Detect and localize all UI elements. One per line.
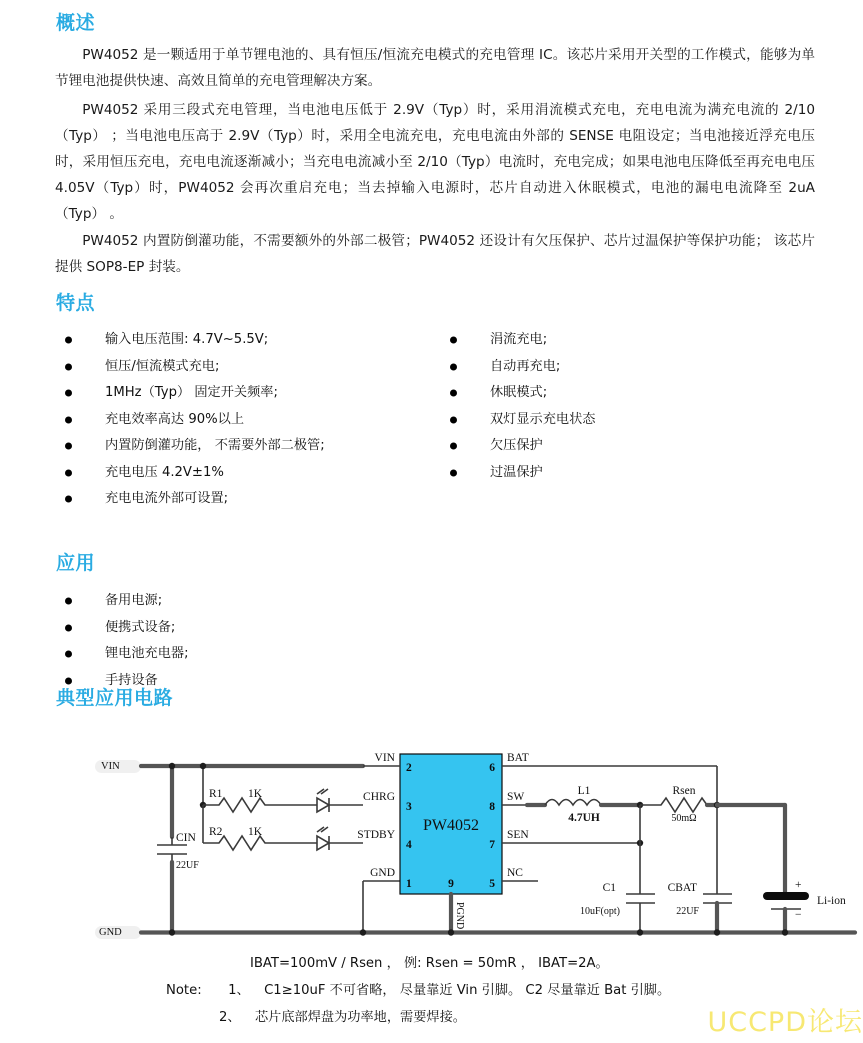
note-2-number: 2、 xyxy=(219,1010,241,1025)
list-item xyxy=(65,433,325,460)
ic-pin-number-2: 2 xyxy=(406,762,412,774)
application-label: 便携式设备; xyxy=(105,619,176,635)
overview-paragraph-2: PW4052 采用三段式充电管理，当电池电压低于 2.9V（Typ）时，采用涓流模式充电，充电电流为满充电流的 2/10（Typ） ；当电池电压高于 2.9V（Typ）时，采用全电流充电，充电电流由外部的 SENSE 电阻设定；当电池接近浮充电压时，采用恒压充电，充电电流逐渐减小；当充电电流减小至 2/10（Typ）电流时，充电完成；如果电池电压降低至再充电电压 4.05V（Typ）时，PW4052 会再次重启充电；当去掉输入电源时，芯片自动进入休眠模式，电池的漏电电流降至 2uA（Typ） 。 xyxy=(55,102,815,222)
r2-ref: R2 xyxy=(209,826,223,838)
ic-pin-name-vin: VIN xyxy=(374,752,395,764)
note-row-1 xyxy=(166,979,670,998)
section-heading-typical-circuit: 典型应用电路 xyxy=(56,688,174,709)
vin-rail-label: VIN xyxy=(101,761,120,772)
r1-ref: R1 xyxy=(209,788,223,800)
ic-pin-name-chrg: CHRG xyxy=(363,791,395,803)
ic-pin-number-5: 5 xyxy=(489,878,495,890)
list-item xyxy=(65,380,325,407)
ic-pin-name-bat: BAT xyxy=(507,752,529,764)
led-stdby-icon xyxy=(300,827,363,850)
ic-package-pw4052 xyxy=(400,754,502,894)
cbat-value: 22UF xyxy=(676,906,699,917)
bullet-icon xyxy=(450,469,457,476)
list-item xyxy=(450,354,596,381)
bullet-icon xyxy=(65,598,72,605)
ic-pin-number-3: 3 xyxy=(406,801,412,813)
battery-plus-label: + xyxy=(795,879,802,891)
bullet-icon xyxy=(65,390,72,397)
bullet-icon xyxy=(65,363,72,370)
feature-label: 1MHz（Typ） 固定开关频率; xyxy=(105,385,278,400)
section-heading-applications: 应用 xyxy=(56,553,96,574)
bullet-icon xyxy=(65,624,72,631)
rsen-value: 50mΩ xyxy=(671,813,697,824)
ic-pin-number-6: 6 xyxy=(489,762,495,774)
note-2-text: 芯片底部焊盘为功率地，需要焊接。 xyxy=(254,1010,466,1025)
bullet-icon xyxy=(450,390,457,397)
battery-li-ion-icon xyxy=(763,805,846,936)
section-heading-overview: 概述 xyxy=(56,13,96,34)
circuit-formula: IBAT=100mV / Rsen ， 例: Rsen = 50mR ， IBAT=2A。 xyxy=(250,956,609,971)
c1-ref: C1 xyxy=(602,882,616,894)
l1-ref: L1 xyxy=(577,785,591,797)
feature-label: 充电电流外部可设置; xyxy=(105,491,229,506)
overview-paragraph-3: PW4052 内置防倒灌功能，不需要额外的外部二极管；PW4052 还设计有欠压保护、芯片过温保护等保护功能； 该芯片提供 SOP8-EP 封装。 xyxy=(55,233,815,275)
cin-ref: CIN xyxy=(176,832,196,844)
feature-label: 双灯显示充电状态 xyxy=(490,411,596,427)
bullet-icon xyxy=(450,337,457,344)
section-heading-features: 特点 xyxy=(56,293,96,314)
cbat-ref: CBAT xyxy=(667,882,697,894)
ic-pin-number-9: 9 xyxy=(448,878,454,890)
bullet-icon xyxy=(65,416,72,423)
note-1-number: 1、 xyxy=(228,983,250,998)
list-item xyxy=(65,354,325,381)
ic-pin-name-sen: SEN xyxy=(507,829,529,841)
bullet-icon xyxy=(65,469,72,476)
bullet-icon xyxy=(65,337,72,344)
overview-paragraph-1: PW4052 是一颗适用于单节锂电池的、具有恒压/恒流充电模式的充电管理 IC。该芯片采用开关型的工作模式，能够为单节锂电池提供快速、高效且简单的充电管理解决方案。 xyxy=(55,47,815,89)
ic-pin-number-8: 8 xyxy=(489,801,495,813)
gnd-rail-label: GND xyxy=(99,927,122,938)
features-list-left xyxy=(65,327,325,513)
application-label: 锂电池充电器; xyxy=(105,646,189,661)
inductor-l1-icon xyxy=(545,800,601,806)
led-chrg-icon xyxy=(300,789,363,812)
feature-label: 恒压/恒流模式充电; xyxy=(105,358,220,374)
r2-value: 1K xyxy=(248,826,263,838)
application-label: 手持设备 xyxy=(105,672,158,688)
ic-pin-name-gnd: GND xyxy=(370,867,395,879)
notes-prefix: Note: xyxy=(166,983,202,998)
bullet-icon xyxy=(450,363,457,370)
applications-list xyxy=(65,588,189,694)
ic-pin-number-7: 7 xyxy=(489,839,495,851)
battery-label: Li-ion xyxy=(817,895,846,907)
ic-pin-number-4: 4 xyxy=(406,839,412,851)
ic-pin-name-stdby: STDBY xyxy=(357,829,395,841)
list-item xyxy=(65,588,189,615)
feature-label: 欠压保护 xyxy=(490,438,543,453)
ic-label: PW4052 xyxy=(423,817,479,834)
list-item xyxy=(65,615,189,642)
bullet-icon xyxy=(65,443,72,450)
bullet-icon xyxy=(65,651,72,658)
feature-label: 涓流充电; xyxy=(490,332,548,347)
r1-value: 1K xyxy=(248,788,263,800)
bullet-icon xyxy=(450,443,457,450)
ic-pin-name-pgnd: PGND xyxy=(454,902,465,930)
application-label: 备用电源; xyxy=(105,593,163,608)
list-item xyxy=(450,433,596,460)
ic-pin-name-nc: NC xyxy=(507,867,523,879)
rsen-ref: Rsen xyxy=(672,785,696,797)
list-item xyxy=(450,460,596,487)
list-item xyxy=(450,407,596,434)
bullet-icon xyxy=(65,496,72,503)
site-watermark: UCCPD论坛 xyxy=(707,1007,863,1038)
list-item xyxy=(450,327,596,354)
list-item xyxy=(65,407,325,434)
list-item xyxy=(65,460,325,487)
feature-label: 过温保护 xyxy=(490,464,543,480)
feature-label: 充电效率高达 90%以上 xyxy=(105,411,245,427)
list-item xyxy=(65,327,325,354)
feature-label: 充电电压 4.2V±1% xyxy=(105,464,224,480)
bullet-icon xyxy=(450,416,457,423)
note-1-text: C1≥10uF 不可省略， 尽量靠近 Vin 引脚。 C2 尽量靠近 Bat 引脚。 xyxy=(264,983,671,998)
feature-label: 输入电压范围: 4.7V~5.5V; xyxy=(105,332,269,347)
ic-pin-name-sw: SW xyxy=(507,791,525,803)
list-item xyxy=(450,380,596,407)
cin-value: 22UF xyxy=(176,860,199,871)
vin-rail xyxy=(95,760,363,773)
list-item xyxy=(65,486,325,513)
battery-minus-label: − xyxy=(795,909,802,921)
feature-label: 休眠模式; xyxy=(490,385,548,400)
gnd-rail xyxy=(95,926,855,939)
list-item xyxy=(65,641,189,668)
note-row-2 xyxy=(219,1006,466,1025)
ic-pin-number-1: 1 xyxy=(406,878,412,890)
features-list-right xyxy=(450,327,596,486)
c1-value: 10uF(opt) xyxy=(580,906,620,917)
feature-label: 内置防倒灌功能， 不需要外部二极管; xyxy=(105,438,325,453)
typical-application-circuit-diagram xyxy=(95,742,863,952)
l1-value: 4.7UH xyxy=(568,812,600,824)
feature-label: 自动再充电; xyxy=(490,358,561,374)
